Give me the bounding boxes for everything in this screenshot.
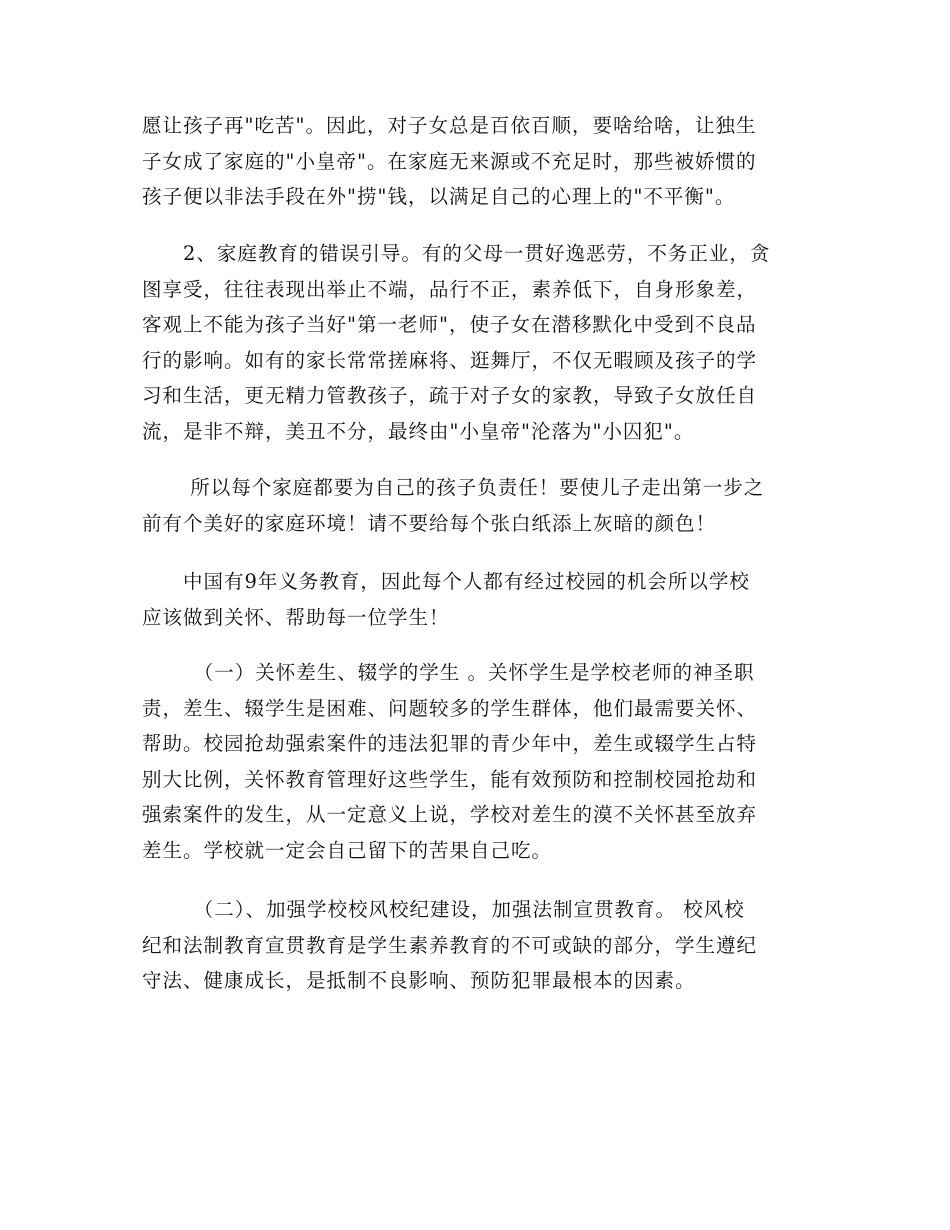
text-line: 习和生活，更无精力管教孩子，疏于对子女的家教，导致子女放任自 bbox=[142, 384, 758, 407]
paragraph-spoiled-children bbox=[142, 108, 812, 215]
text-line: （一）关怀差生、辍学的学生 。关怀学生是学校老师的神圣职 bbox=[142, 661, 755, 684]
text-line: 愿让孩子再"吃苦"。因此，对子女总是百依百顺，要啥给啥，让独生 bbox=[142, 114, 757, 137]
paragraph-family-responsibility bbox=[142, 470, 812, 541]
text-line: 应该做到关怀、帮助每一位学生！ bbox=[142, 605, 450, 629]
text-line: 责，差生、辍学生是困难、问题较多的学生群体，他们最需要关怀、 bbox=[142, 696, 758, 720]
text-line: 守法、健康成长，是抵制不良影响、预防犯罪最根本的因素。 bbox=[142, 969, 696, 992]
text-line: 孩子便以非法手段在外"捞"钱，以满足自己的心理上的"不平衡"。 bbox=[142, 185, 736, 208]
text-line: 图享受，往往表现出举止不端，品行不正，素养低下，自身形象差， bbox=[142, 277, 758, 301]
text-line: 纪和法制教育宣贯教育是学生素养教育的不可或缺的部分，学生遵纪 bbox=[142, 933, 758, 957]
text-line: 强索案件的发生，从一定意义上说，学校对差生的漠不关怀甚至放弃 bbox=[142, 803, 758, 826]
text-line: 前有个美好的家庭环境！请不要给每个张白纸添上灰暗的颜色！ bbox=[142, 511, 717, 535]
text-line: 2、家庭教育的错误引导。有的父母一贯好逸恶劳，不务正业，贪 bbox=[142, 242, 771, 265]
text-line: 行的影响。如有的家长常常搓麻将、逛舞厅，不仅无暇顾及孩子的学 bbox=[142, 348, 758, 372]
text-line: 中国有9年义务教育，因此每个人都有经过校园的机会所以学校 bbox=[142, 570, 750, 593]
paragraph-care-for-students bbox=[142, 655, 812, 868]
text-line: 差生。学校就一定会自己留下的苦果自己吃。 bbox=[142, 838, 553, 862]
text-line: 客观上不能为孩子当好"第一老师"，使子女在潜移默化中受到不良品 bbox=[142, 313, 757, 336]
paragraph-school-discipline bbox=[142, 892, 812, 999]
text-line: 帮助。校园抢劫强索案件的违法犯罪的青少年中，差生或辍学生占特 bbox=[142, 732, 758, 755]
paragraph-family-education bbox=[142, 236, 812, 449]
text-line: 所以每个家庭都要为自己的孩子负责任！要使儿子走出第一步之 bbox=[142, 476, 765, 499]
text-line: （二）、加强学校校风校纪建设，加强法制宣贯教育。 校风校 bbox=[142, 898, 745, 921]
text-line: 别大比例，关怀教育管理好这些学生，能有效预防和控制校园抢劫和 bbox=[142, 767, 758, 791]
text-line: 流，是非不辩，美丑不分，最终由"小皇帝"沦落为"小囚犯"。 bbox=[142, 419, 695, 443]
text-line: 子女成了家庭的"小皇帝"。在家庭无来源或不充足时，那些被娇惯的 bbox=[142, 149, 757, 173]
paragraph-compulsory-education bbox=[142, 564, 812, 635]
